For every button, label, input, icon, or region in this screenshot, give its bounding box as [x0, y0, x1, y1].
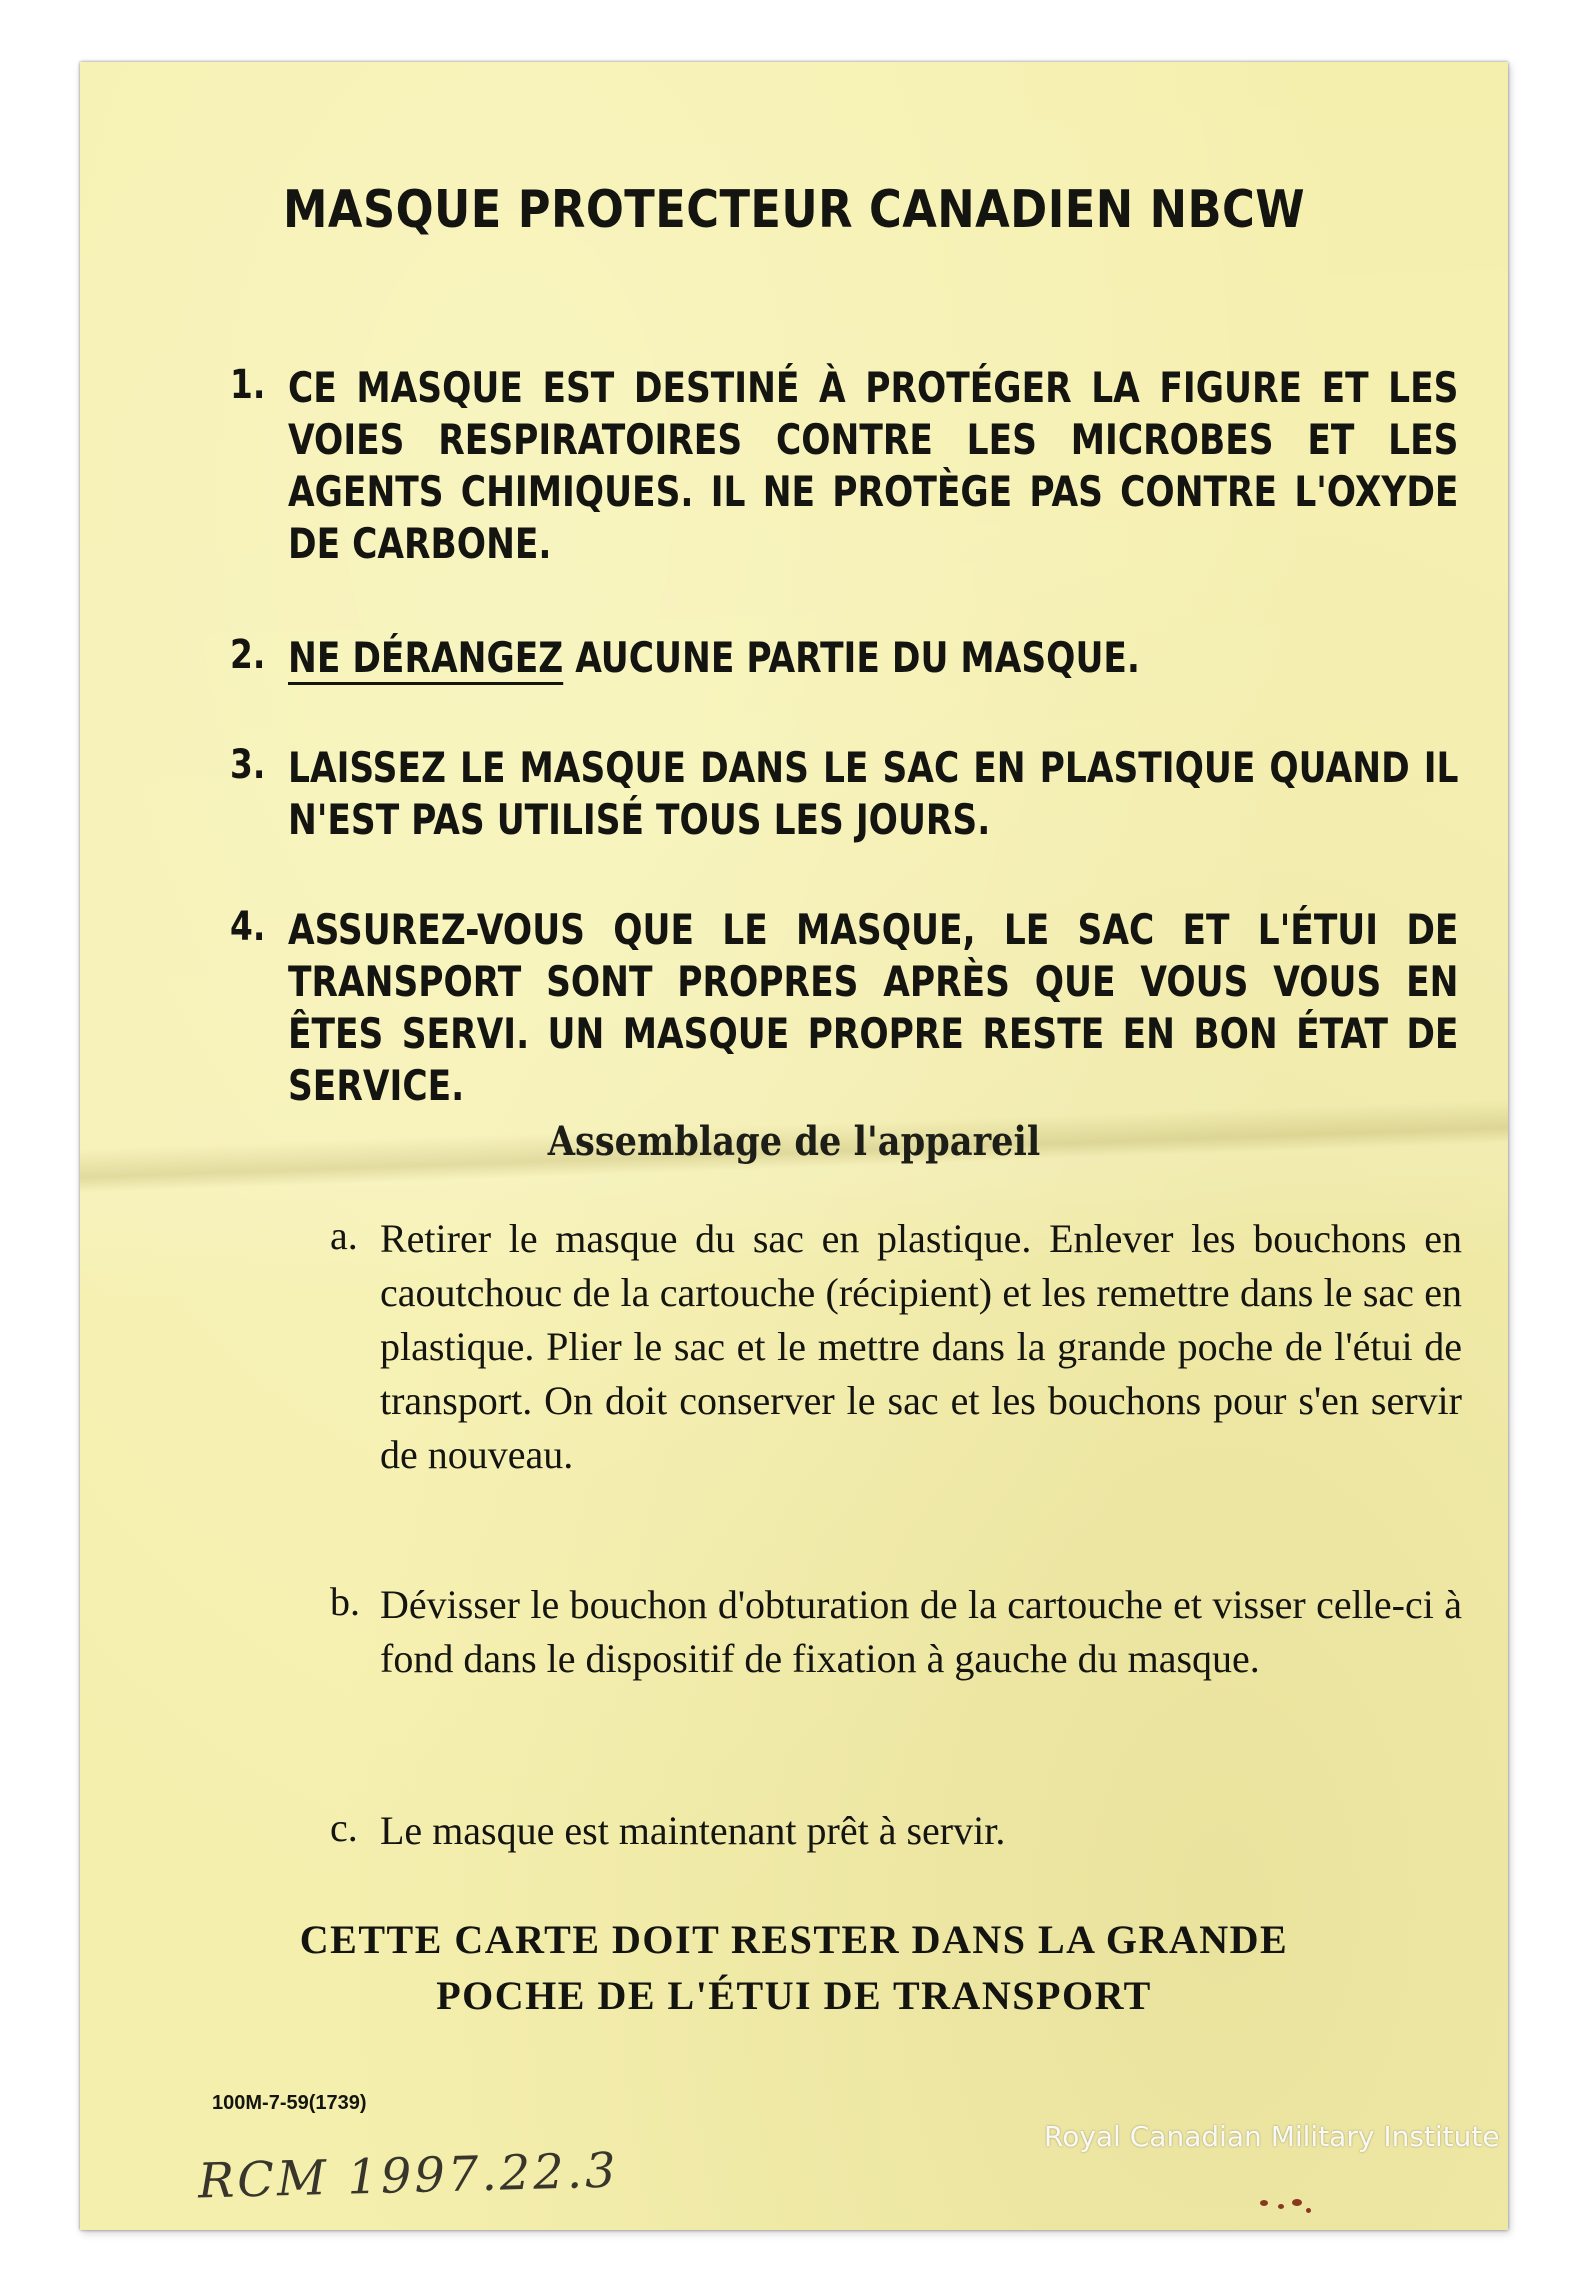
stain-mark [1260, 2200, 1268, 2206]
stain-mark [1306, 2208, 1311, 2213]
instruction-number: 3. [230, 742, 266, 788]
step-label: b. [330, 1579, 360, 1624]
step-label: c. [330, 1805, 358, 1850]
footer-line-2: POCHE DE L'ÉTUI DE TRANSPORT [436, 1973, 1152, 2018]
document-card [80, 62, 1508, 2230]
instruction-number: 1. [230, 362, 266, 408]
instruction-underlined-phrase: NE DÉRANGEZ [288, 633, 564, 682]
handwritten-accession-number: RCM 1997.22.3 [197, 2142, 620, 2210]
stain-mark [1292, 2199, 1302, 2206]
instruction-text: NE DÉRANGEZ AUCUNE PARTIE DU MASQUE. [288, 633, 1141, 682]
stain-mark [1278, 2204, 1284, 2209]
watermark: Royal Canadian Military Institute [1044, 2120, 1500, 2153]
instruction-text: LAISSEZ LE MASQUE DANS LE SAC EN PLASTIQUE QUAND IL N'EST PAS UTILISÉ TOUS LES JOURS. [288, 743, 1459, 844]
footer-notice [80, 1912, 1508, 2024]
step-text: Le masque est maintenant prêt à servir. [380, 1808, 1006, 1853]
assembly-heading: Assemblage de l'appareil [547, 1118, 1041, 1165]
instruction-text: ASSUREZ-VOUS QUE LE MASQUE, LE SAC ET L'ÉTUI DE TRANSPORT SONT PROPRES APRÈS QUE VOUS VOUS EN ÊTES SERVI. UN MASQUE PROPRE RESTE EN BON ÉTAT DE SERVICE. [288, 905, 1459, 1110]
instruction-number: 4. [230, 904, 266, 950]
instruction-number: 2. [230, 632, 266, 678]
footer-line-1: CETTE CARTE DOIT RESTER DANS LA GRANDE [299, 1917, 1289, 1962]
step-text: Retirer le masque du sac en plastique. Enlever les bouchons en caoutchouc de la cartouche (récipient) et les remettre dans le sac en plastique. Plier le sac et le mettre dans la grande poche de l'étui de transport. On doit conserver le sac et les bouchons pour s'en servir de nouveau. [380, 1216, 1462, 1477]
step-label: a. [330, 1213, 358, 1258]
document-title: MASQUE PROTECTEUR CANADIEN NBCW [282, 180, 1306, 240]
instruction-text: CE MASQUE EST DESTINÉ À PROTÉGER LA FIGURE ET LES VOIES RESPIRATOIRES CONTRE LES MICROBES ET LES AGENTS CHIMIQUES. IL NE PROTÈGE PAS CONTRE L'OXYDE DE CARBONE. [288, 363, 1459, 568]
print-code: 100M-7-59(1739) [212, 2092, 367, 2114]
step-text: Dévisser le bouchon d'obturation de la cartouche et visser celle-ci à fond dans le dispositif de fixation à gauche du masque. [380, 1582, 1462, 1681]
